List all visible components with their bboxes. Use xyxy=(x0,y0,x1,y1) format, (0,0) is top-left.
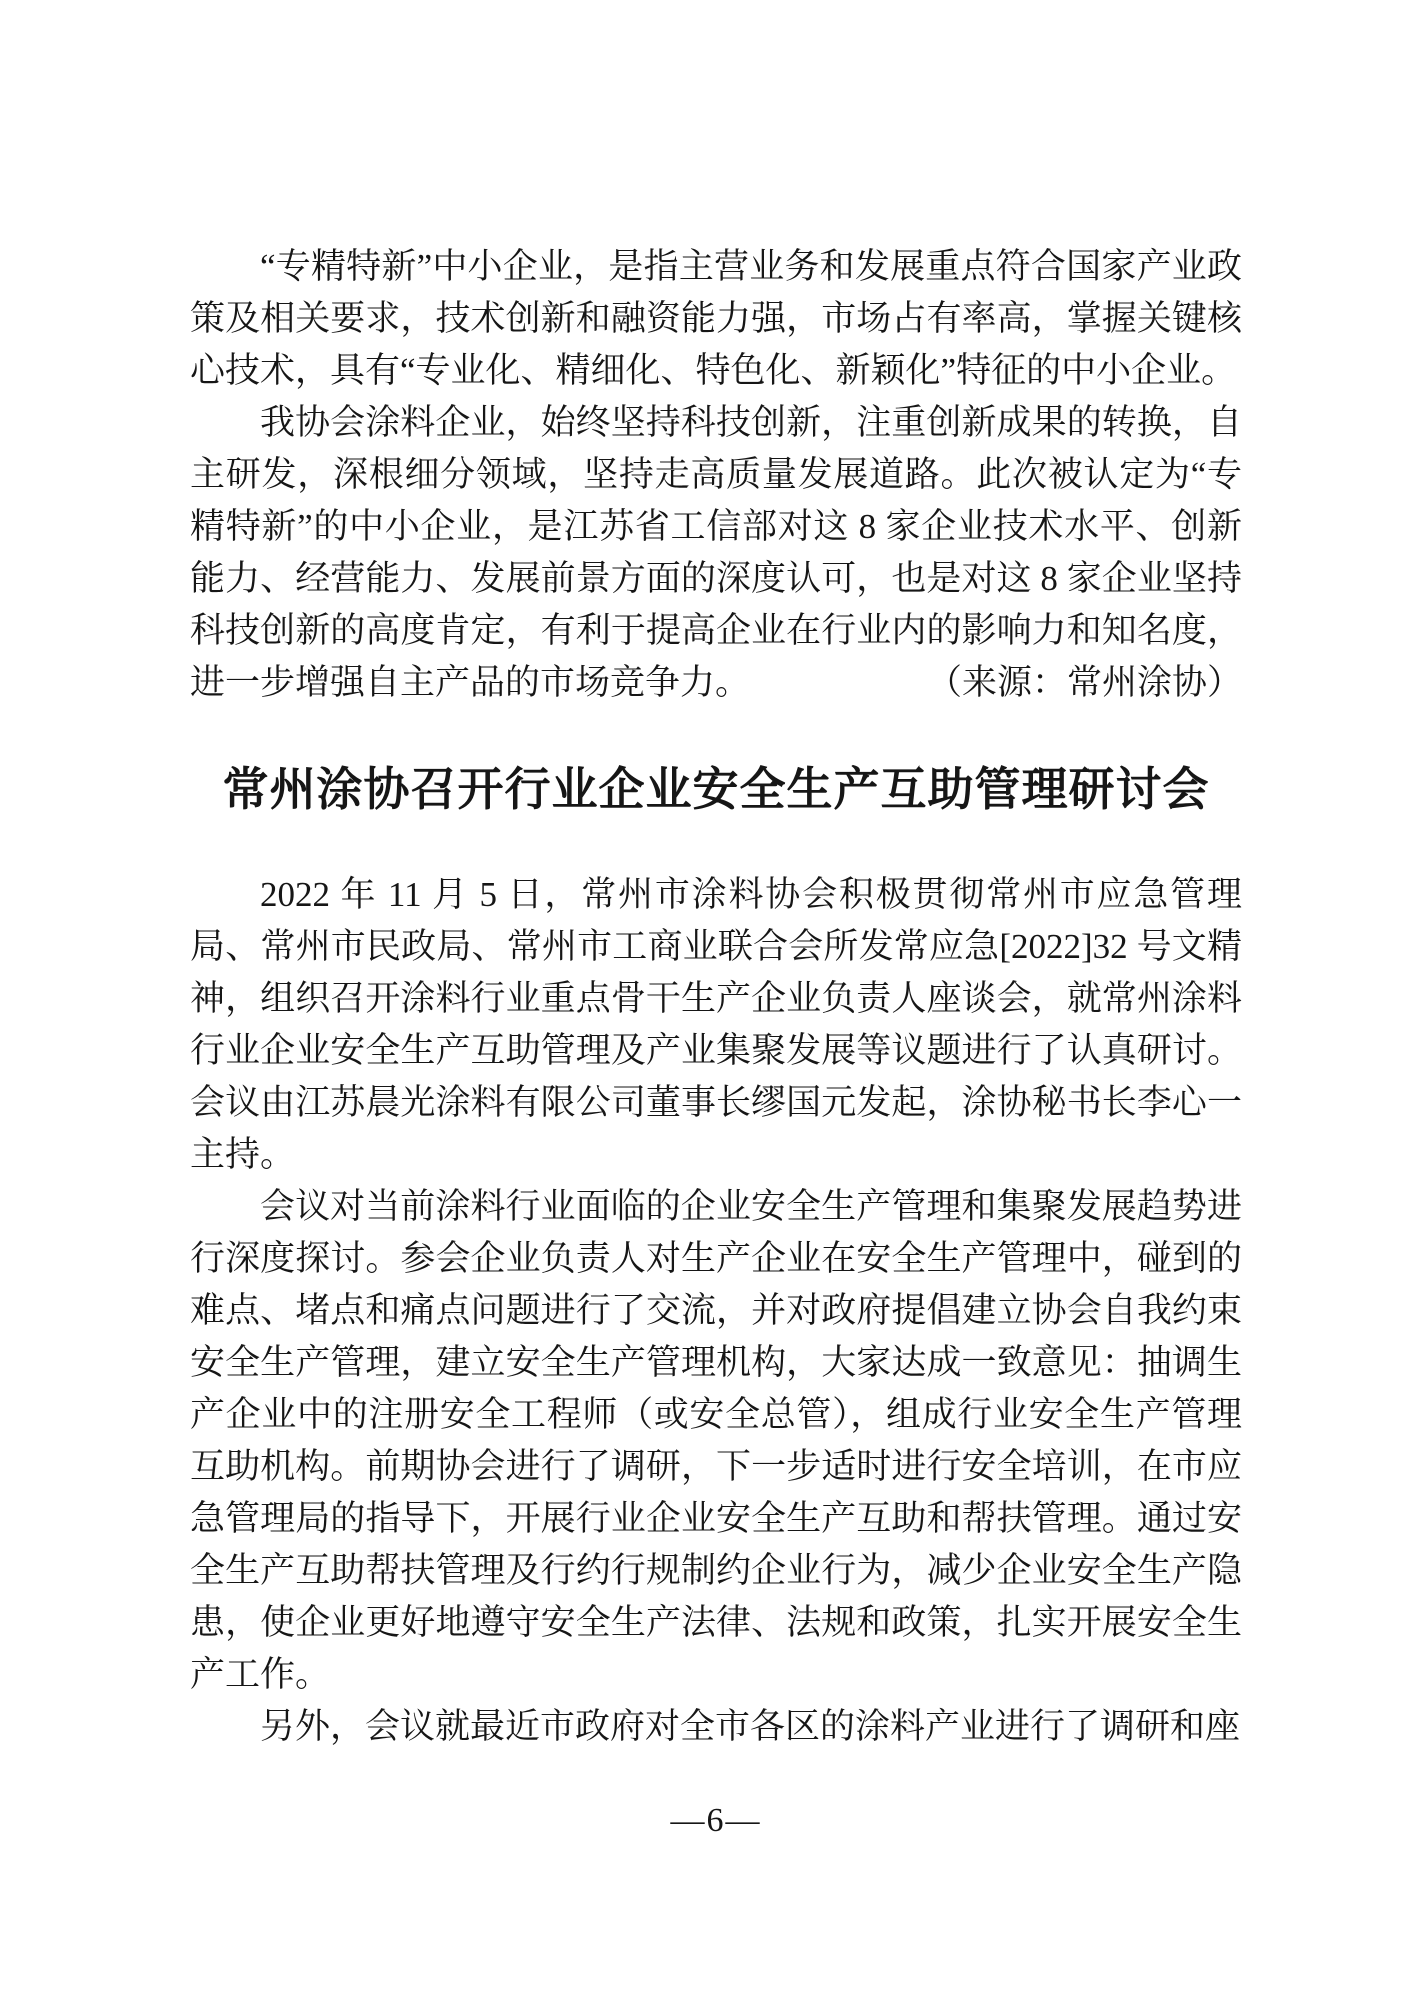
article1-paragraph-2 xyxy=(190,397,1242,709)
article1-paragraph-2-text: 我协会涂料企业，始终坚持科技创新，注重创新成果的转换，自主研发，深根细分领域，坚持走高质量发展道路。此次被认定为“专精特新”的中小企业，是江苏省工信部对这 8 家企业技术水平、创新能力、经营能力、发展前景方面的深度认可，也是对这 8 家企业坚持科技创新的高度肯定，有利于提高企业在行业内的影响力和知名度，进一步增强自主产品的市场竞争力。 xyxy=(190,403,1242,702)
article2-paragraph-2: 会议对当前涂料行业面临的企业安全生产管理和集聚发展趋势进行深度探讨。参会企业负责人对生产企业在安全生产管理中，碰到的难点、堵点和痛点问题进行了交流，并对政府提倡建立协会自我约束安全生产管理，建立安全生产管理机构，大家达成一致意见：抽调生产企业中的注册安全工程师（或安全总管），组成行业安全生产管理互助机构。前期协会进行了调研，下一步适时进行安全培训，在市应急管理局的指导下，开展行业企业安全生产互助和帮扶管理。通过安全生产互助帮扶管理及行约行规制约企业行为，减少企业安全生产隐患，使企业更好地遵守安全生产法律、法规和政策，扎实开展安全生产工作。 xyxy=(190,1187,1242,1694)
page-content xyxy=(190,241,1242,1843)
article2-paragraph-1: 2022 年 11 月 5 日，常州市涂料协会积极贯彻常州市应急管理局、常州市民政局、常州市工商业联合会所发常应急[2022]32 号文精神，组织召开涂料行业重点骨干生产企业负责人座谈会，就常州涂料行业企业安全生产互助管理及产业集聚发展等议题进行了认真研讨。会议由江苏晨光涂料有限公司董事长缪国元发起，涂协秘书长李心一主持。 xyxy=(190,875,1242,1174)
source-attribution: （来源：常州涂协） xyxy=(926,663,1242,702)
article2-paragraph-3: 另外，会议就最近市政府对全市各区的涂料产业进行了调研和座 xyxy=(260,1707,1241,1746)
article2-title: 常州涂协召开行业企业安全生产互助管理研讨会 xyxy=(222,764,1210,815)
article1-paragraph-1: “专精特新”中小企业，是指主营业务和发展重点符合国家产业政策及相关要求，技术创新和融资能力强，市场占有率高，掌握关键核心技术，具有“专业化、精细化、特色化、新颖化”特征的中小企业。 xyxy=(190,247,1242,390)
page-number: —6— xyxy=(670,1802,762,1839)
